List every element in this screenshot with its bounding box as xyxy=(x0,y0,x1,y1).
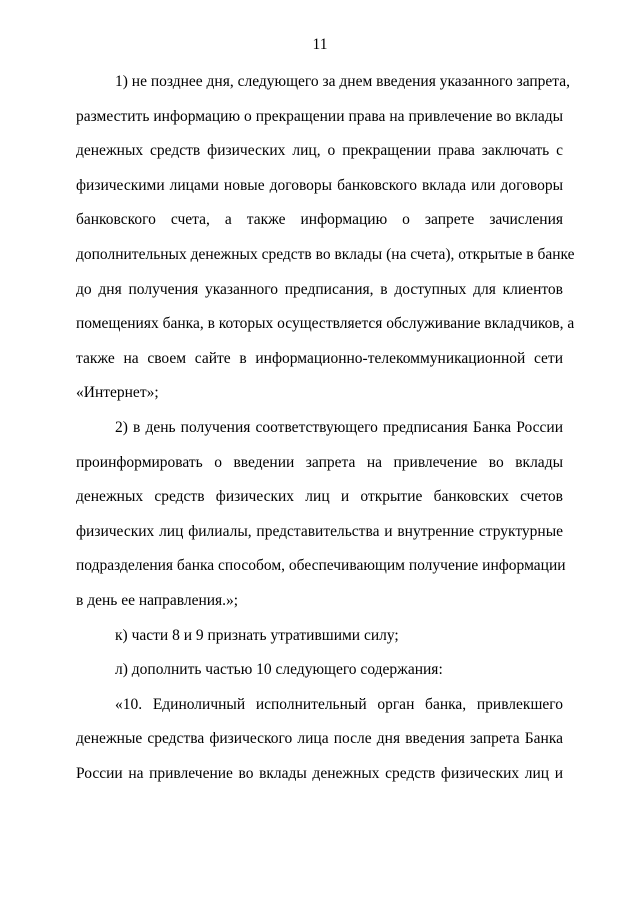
text-line: дополнительных денежных средств во вклады (на счета), открытые в банке xyxy=(76,245,575,263)
text-line: в день ее направления.»; xyxy=(76,591,239,609)
text-line: к) части 8 и 9 признать утратившими силу; xyxy=(115,626,399,644)
text-line: денежных средств физических лиц и открытие банковских счетов xyxy=(76,488,563,506)
document-body xyxy=(76,65,575,791)
text-line: «10. Единоличный исполнительный орган банка, привлекшего xyxy=(115,695,563,713)
text-line: денежных средств физических лиц, о прекращении права заключать с xyxy=(76,142,563,160)
paragraph-item-10 xyxy=(76,688,563,792)
text-line: России на привлечение во вклады денежных средств физических лиц и xyxy=(76,764,563,782)
text-line: л) дополнить частью 10 следующего содержания: xyxy=(115,661,443,679)
text-line: 1) не позднее дня, следующего за днем введения указанного запрета, xyxy=(115,73,571,90)
text-line: разместить информацию о прекращении права на привлечение во вклады xyxy=(76,107,563,125)
text-line: до дня получения указанного предписания, в доступных для клиентов xyxy=(76,280,563,298)
page-number: 11 xyxy=(312,36,328,53)
paragraph-item-1 xyxy=(76,65,575,411)
text-line: банковского счета, а также информацию о запрете зачисления xyxy=(76,211,563,229)
text-line: «Интернет»; xyxy=(76,384,159,402)
text-line: физических лиц филиалы, представительства и внутренние структурные xyxy=(76,522,563,540)
text-line: денежные средства физического лица после дня введения запрета Банка xyxy=(76,730,563,748)
text-line: также на своем сайте в информационно-телекоммуникационной сети xyxy=(76,349,563,367)
text-line: физическими лицами новые договоры банковского вклада или договоры xyxy=(76,176,563,194)
paragraph-item-2 xyxy=(76,411,566,619)
paragraph-item-l xyxy=(76,653,563,688)
text-line: проинформировать о введении запрета на привлечение во вклады xyxy=(76,453,563,471)
text-line: подразделения банка способом, обеспечивающим получение информации xyxy=(76,557,566,575)
paragraph-item-k xyxy=(76,619,563,654)
text-line: помещениях банка, в которых осуществляется обслуживание вкладчиков, а xyxy=(76,315,575,333)
text-line: 2) в день получения соответствующего предписания Банка России xyxy=(115,418,563,436)
